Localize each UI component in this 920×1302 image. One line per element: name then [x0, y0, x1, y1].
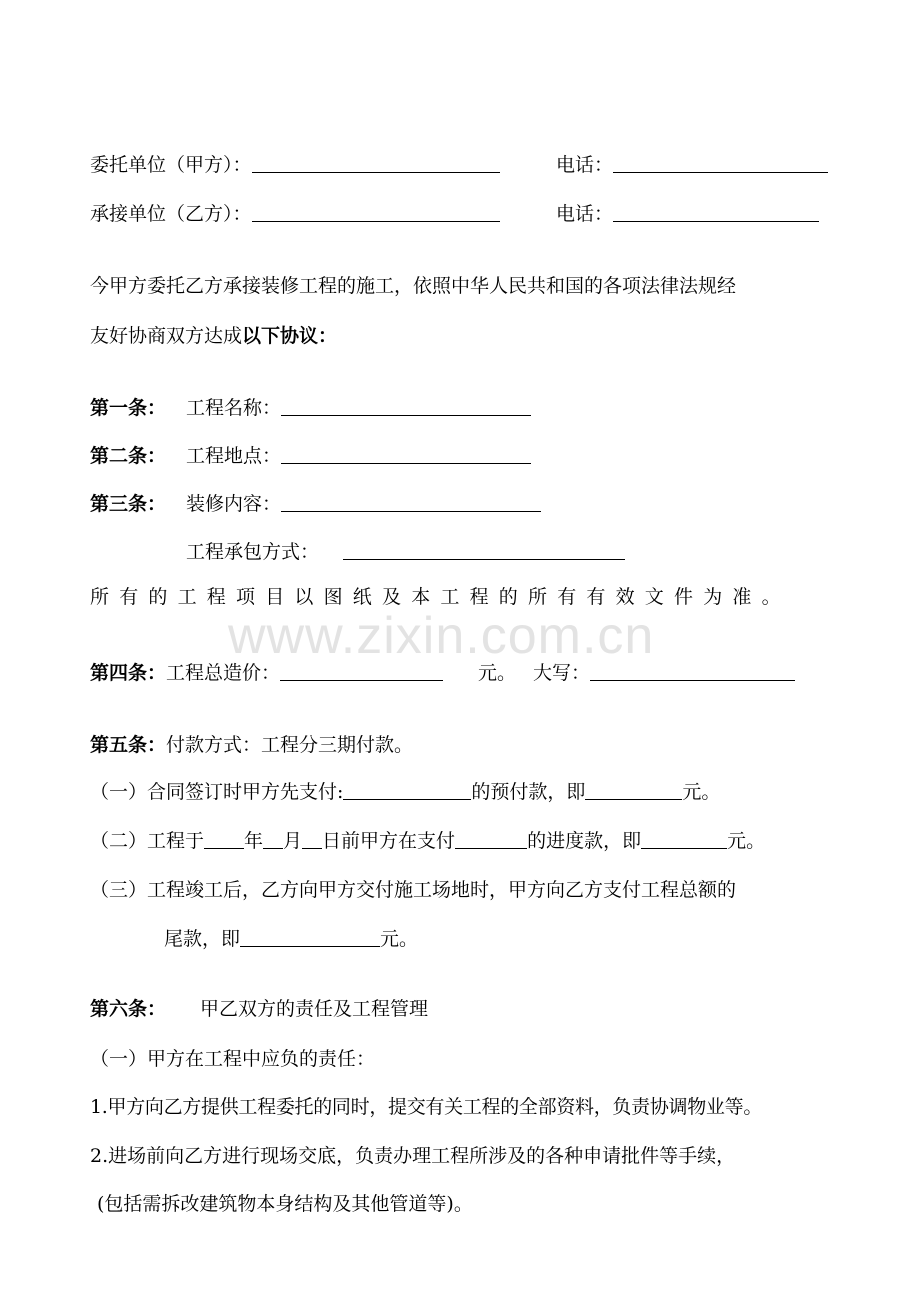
- payment-3-line-1: （三）工程竣工后，乙方向甲方交付施工场地时，甲方向乙方支付工程总额的: [90, 879, 737, 901]
- party-a-row: [90, 150, 500, 177]
- payment-3-line-2: [164, 924, 418, 951]
- payment-3-amount-blank: [240, 927, 380, 947]
- party-a-label: 委托单位（甲方）：: [90, 154, 252, 176]
- duty-item-1: 1.甲方向乙方提供工程委托的同时，提交有关工程的全部资料，负责协调物业等。: [90, 1096, 763, 1118]
- payment-3-text-a: 尾款，即: [164, 928, 241, 950]
- payment-2: [90, 826, 765, 853]
- article-6: [90, 994, 166, 1021]
- contract-method-blank: [343, 540, 625, 560]
- party-b-blank: [252, 202, 500, 222]
- party-a-phone-label: 电话：: [556, 154, 614, 176]
- payment-1-text-b: 的预付款，即: [471, 781, 586, 803]
- capital-amount-label: 大写：: [533, 662, 591, 684]
- total-cost-label: 工程总造价：: [166, 662, 281, 684]
- total-cost-blank: [280, 661, 443, 681]
- payment-1-text-a: （一）合同签订时甲方先支付:: [90, 781, 344, 803]
- total-cost-unit: 元。: [478, 662, 517, 684]
- article-4: [90, 658, 443, 685]
- payment-1-amount-blank: [585, 780, 682, 800]
- duty-item-2-continued: (包括需拆改建筑物本身结构及其他管道等)。: [97, 1193, 473, 1215]
- party-b-phone-row: [556, 199, 819, 226]
- documents-note: 所有的工程项目以图纸及本工程的所有有效文件为准。: [90, 586, 791, 608]
- payment-2-month-blank: [263, 829, 283, 849]
- payment-2-year: 年: [244, 830, 264, 852]
- decoration-content-label: 装修内容：: [186, 493, 282, 515]
- contract-method-label: 工程承包方式：: [186, 541, 320, 563]
- payment-1-text-c: 元。: [682, 781, 721, 803]
- article-5: [90, 730, 413, 757]
- article-5-heading: 第五条：: [90, 734, 167, 756]
- watermark: www.zixin.com.cn: [228, 607, 655, 665]
- party-a-phone-row: [556, 150, 828, 177]
- project-name-row: [186, 393, 531, 420]
- intro-line-2: [90, 321, 337, 348]
- article-6-heading: 第六条：: [90, 998, 167, 1020]
- intro-line-2-bold: 以下协议：: [242, 325, 338, 347]
- article-1: [90, 393, 166, 420]
- payment-2-text-b: 日前甲方在支付: [322, 830, 456, 852]
- party-a-duties-heading: （一）甲方在工程中应负的责任：: [90, 1048, 376, 1070]
- payment-2-month: 月: [283, 830, 303, 852]
- payment-2-year-blank: [204, 829, 244, 849]
- payment-3-text-b: 元。: [380, 928, 419, 950]
- intro-line-1: 今甲方委托乙方承接装修工程的施工，依照中华人民共和国的各项法律法规经: [90, 275, 737, 297]
- payment-2-text-c: 的进度款，即: [527, 830, 642, 852]
- payment-1-prepay-blank: [343, 780, 471, 800]
- article-2: [90, 441, 166, 468]
- project-name-label: 工程名称：: [186, 397, 282, 419]
- project-location-label: 工程地点：: [186, 445, 282, 467]
- article-2-heading: 第二条：: [90, 445, 167, 467]
- payment-2-day-blank: [302, 829, 322, 849]
- payment-1: [90, 777, 720, 804]
- payment-2-progress-blank: [455, 829, 527, 849]
- party-b-label: 承接单位（乙方）：: [90, 203, 252, 225]
- intro-line-2-text: 友好协商双方达成: [90, 325, 243, 347]
- project-name-blank: [281, 396, 531, 416]
- contract-method-row: [186, 537, 625, 564]
- decoration-content-blank: [281, 492, 541, 512]
- capital-amount-row: [533, 658, 795, 685]
- duty-item-2: 2.进场前向乙方进行现场交底，负责办理工程所涉及的各种申请批件等手续，: [90, 1145, 736, 1167]
- article-1-heading: 第一条：: [90, 397, 167, 419]
- payment-2-amount-blank: [641, 829, 727, 849]
- payment-method-text: 付款方式：工程分三期付款。: [166, 734, 414, 756]
- article-3: [90, 489, 166, 516]
- article-4-heading: 第四条：: [90, 662, 167, 684]
- article-3-heading: 第三条：: [90, 493, 167, 515]
- project-location-blank: [281, 444, 531, 464]
- party-b-row: [90, 199, 500, 226]
- article-6-title: 甲乙双方的责任及工程管理: [200, 998, 429, 1020]
- payment-2-text-d: 元。: [727, 830, 766, 852]
- party-b-phone-label: 电话：: [556, 203, 614, 225]
- party-b-phone-blank: [613, 202, 819, 222]
- total-cost-unit-row: [478, 658, 516, 685]
- decoration-content-row: [186, 489, 541, 516]
- party-a-blank: [252, 153, 500, 173]
- payment-2-text-a: （二）工程于: [90, 830, 205, 852]
- project-location-row: [186, 441, 531, 468]
- capital-amount-blank: [590, 661, 795, 681]
- party-a-phone-blank: [613, 153, 828, 173]
